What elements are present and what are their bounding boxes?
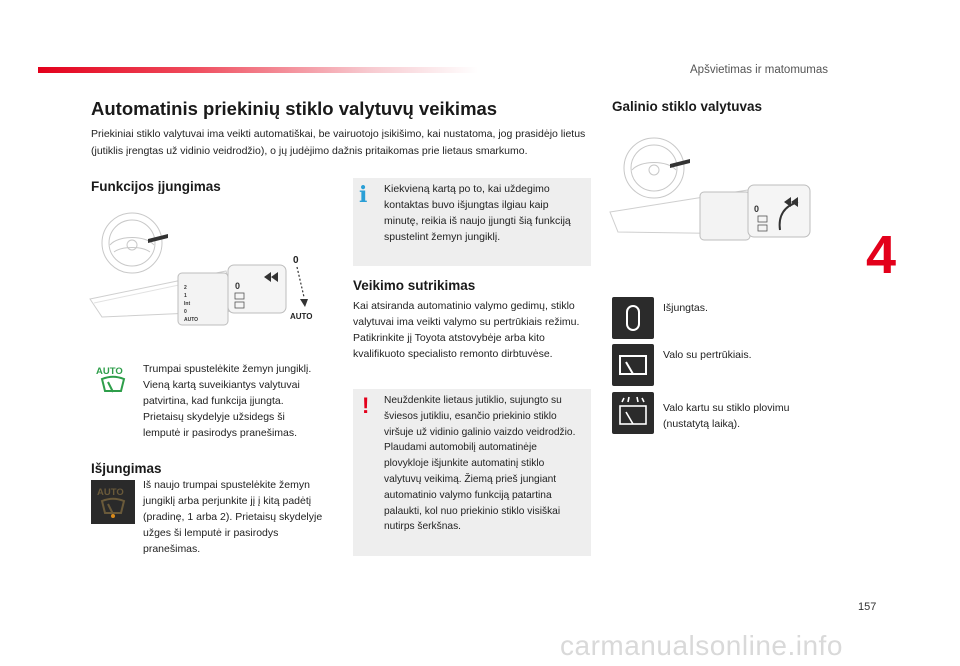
rear-wiper-intermittent-icon — [612, 344, 654, 386]
stalk-zero-label: 0 — [293, 255, 299, 266]
info-icon: i — [359, 182, 368, 208]
rear-mode-washer-label: Valo kartu su stiklo plovimu (nustatytą laiką). — [663, 402, 790, 430]
stalk-label-0: 0 — [184, 309, 187, 315]
malfunction-heading: Veikimo sutrikimas — [353, 278, 476, 293]
info-text: Kiekvieną kartą po to, kai uždegimo kontaktas buvo išjungtas ilgiau kaip minutę, reikia iš naujo įjungti šią funkciją spustelint žemyn jungiklį. — [384, 183, 571, 243]
rear-mode-off-label: Išjungtas. — [663, 302, 708, 314]
rear-wiper-washer-icon — [612, 392, 654, 434]
svg-text:0: 0 — [754, 204, 760, 214]
stalk-label-auto: AUTO — [184, 317, 199, 323]
warning-text: Neuždenkite lietaus jutiklio, sujungto su šviesos jutikliu, esančio priekinio stiklo viršuje už vidinio galinio vaizdo veidrodžio. Plaudami automobilį automatinėje plovykloje išjunkite automatinį stiklo valytuvų veikimą. Žiemą prieš jungiant automatinio valymo funkciją patartina palaukti, kol nuo priekinio stiklo visiškai nutirps šerkšnas. — [384, 395, 576, 533]
rear-mode-intermittent-label: Valo su pertrūkiais. — [663, 349, 752, 361]
stalk-label-1: 1 — [184, 293, 187, 299]
auto-wiper-green-icon — [95, 364, 131, 400]
page-title: Automatinis priekinių stiklo valytuvų veikimas — [91, 98, 498, 119]
svg-text:0: 0 — [235, 281, 241, 291]
svg-text:AUTO: AUTO — [97, 487, 124, 498]
deactivation-heading: Išjungimas — [91, 461, 162, 476]
deactivation-text: Iš naujo trumpai spustelėkite žemyn jungiklį arba perjunkite jį į kitą padėtį (pradinę, 1 arba 2). Prietaisų skydelyje užges ši lemputė ir pasirodys pranešimas. — [143, 479, 323, 555]
stalk-label-2: 2 — [184, 285, 187, 291]
intro-paragraph: Priekiniai stiklo valytuvai ima veikti automatiškai, be vairuotojo įsikišimo, kai nustatoma, jog prasidėjo lietus (jutiklis įrengtas už vidinio veidrodžio), o jų judėjimo dažnis pritaikomas prie lietaus smarkumo. — [91, 128, 586, 157]
auto-wiper-off-icon — [91, 480, 135, 524]
rear-wiper-stalk-illustration — [608, 130, 823, 245]
header-accent-bar — [38, 67, 478, 73]
malfunction-text: Kai atsiranda automatinio valymo gedimų, stiklo valytuvai ima veikti valymo su pertrūkiais režimu. Patikrinkite jį Toyota atstovybėje arba kito kvalifikuoto specialisto remonto dirbtuvėse. — [353, 300, 580, 360]
warning-box — [353, 389, 591, 556]
press-down-arrow-icon — [300, 299, 308, 307]
info-box — [353, 178, 591, 266]
activation-heading: Funkcijos įjungimas — [91, 179, 221, 194]
rear-wiper-heading: Galinio stiklo valytuvas — [612, 99, 763, 114]
activation-text: Trumpai spustelėkite žemyn jungiklį. Vieną kartą suveikiantys valytuvai patvirtina, kad funkcija įjungta. Prietaisų skydelyje užsidegs ši lemputė ir pasirodys pranešimas. — [143, 363, 312, 439]
rear-wiper-off-icon — [612, 297, 654, 339]
watermark: carmanualsonline.info — [560, 630, 843, 661]
wiper-stalk-illustration — [86, 205, 331, 335]
stalk-auto-label: AUTO — [290, 312, 313, 321]
chapter-number: 4 — [866, 225, 897, 285]
chapter-title: Apšvietimas ir matomumas — [690, 64, 829, 76]
warning-icon: ! — [362, 393, 370, 418]
svg-text:AUTO: AUTO — [96, 366, 123, 377]
page-number: 157 — [858, 601, 877, 613]
stalk-label-int: Int — [184, 301, 191, 307]
